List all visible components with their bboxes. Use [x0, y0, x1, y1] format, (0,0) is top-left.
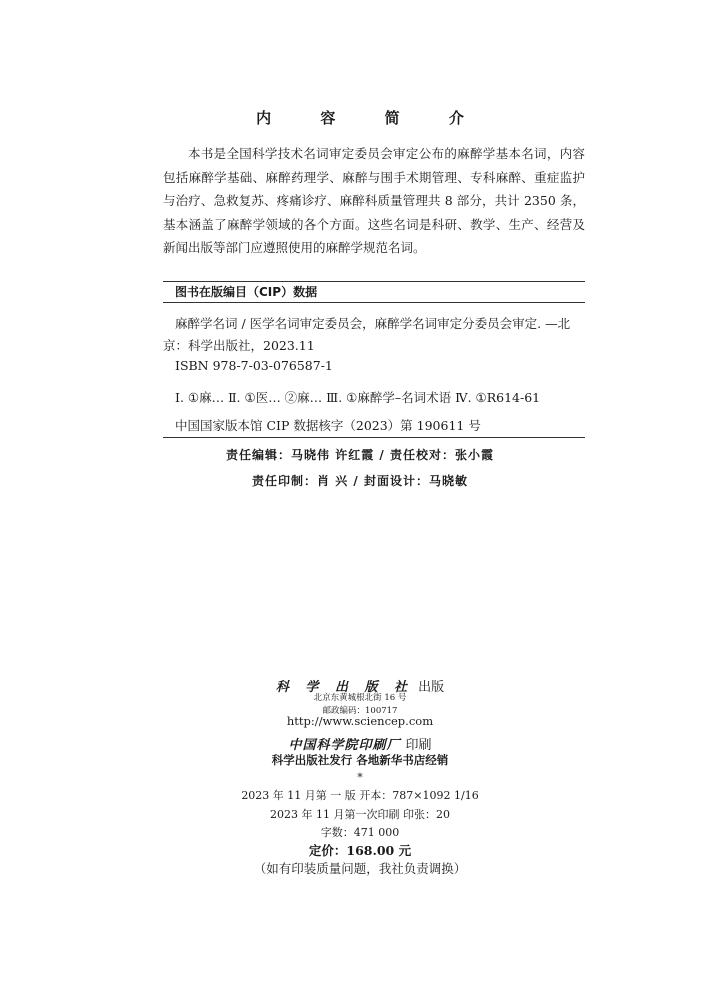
word-count: 字数：471 000 [320, 826, 400, 839]
intro-text: 本书是全国科学技术名词审定委员会审定公布的麻醉学基本名词，内容包括麻醉学基础、麻醉药理学、麻醉与围手术期管理、专科麻醉、重症监护与治疗、急救复苏、疼痛诊疗、麻醉科质量管理共 8 部分，共计 2350 条，基本涵盖了麻醉学领域的各个方面。这些名词是科研、教学、生产、经营及新闻出版等部门应遵照使用的麻醉学规范名词。 [163, 146, 585, 255]
intro-title: 内 容 简 介 [256, 109, 486, 127]
printer-logo: 中国科学院印刷厂 [288, 738, 401, 753]
printer-suffix: 印刷 [405, 738, 432, 753]
publisher-url: http://www.sciencep.com [286, 714, 434, 728]
cip-line-1: 麻醉学名词 / 医学名词审定委员会，麻醉学名词审定分委员会审定. —北 [175, 316, 571, 331]
printing-design-line: 责任印制：肖 兴 / 封面设计：马晓敏 [252, 474, 468, 488]
cip-bottom-rule [163, 437, 585, 438]
distribution-line: 科学出版社发行 各地新华书店经销 [271, 753, 449, 767]
publisher-postcode: 邮政编码：100717 [322, 706, 398, 716]
cip-line-2: 京：科学出版社，2023.11 [163, 338, 315, 353]
separator-star: * [357, 771, 363, 784]
edition-line-1: 2023 年 11 月第 一 版 开本：787×1092 1/16 [241, 789, 479, 802]
publisher-suffix: 出版 [418, 680, 445, 695]
edition-line-2: 2023 年 11 月第一次印刷 印张：20 [270, 808, 450, 821]
cip-isbn: ISBN 978-7-03-076587-1 [175, 358, 333, 373]
cip-heading-rule [163, 302, 585, 303]
intro-paragraph [163, 142, 585, 260]
publisher-logo: 科 学 出 版 社 [275, 680, 413, 695]
cip-top-rule [163, 281, 585, 282]
printer-line [0, 734, 720, 753]
editors-line: 责任编辑：马晓伟 许红霞 / 责任校对：张小霞 [226, 448, 494, 462]
cip-classification: Ⅰ. ①麻… Ⅱ. ①医… ②麻… Ⅲ. ①麻醉学–名词术语 Ⅳ. ①R614-61 [175, 390, 541, 405]
publisher-address: 北京东黄城根北街 16 号 [313, 693, 407, 703]
cip-heading: 图书在版编目（CIP）数据 [175, 285, 318, 299]
price: 定价：168.00 元 [308, 843, 412, 858]
cip-record: 中国国家版本馆 CIP 数据核字（2023）第 190611 号 [175, 418, 481, 433]
quality-note: （如有印装质量问题，我社负责调换） [253, 861, 467, 876]
